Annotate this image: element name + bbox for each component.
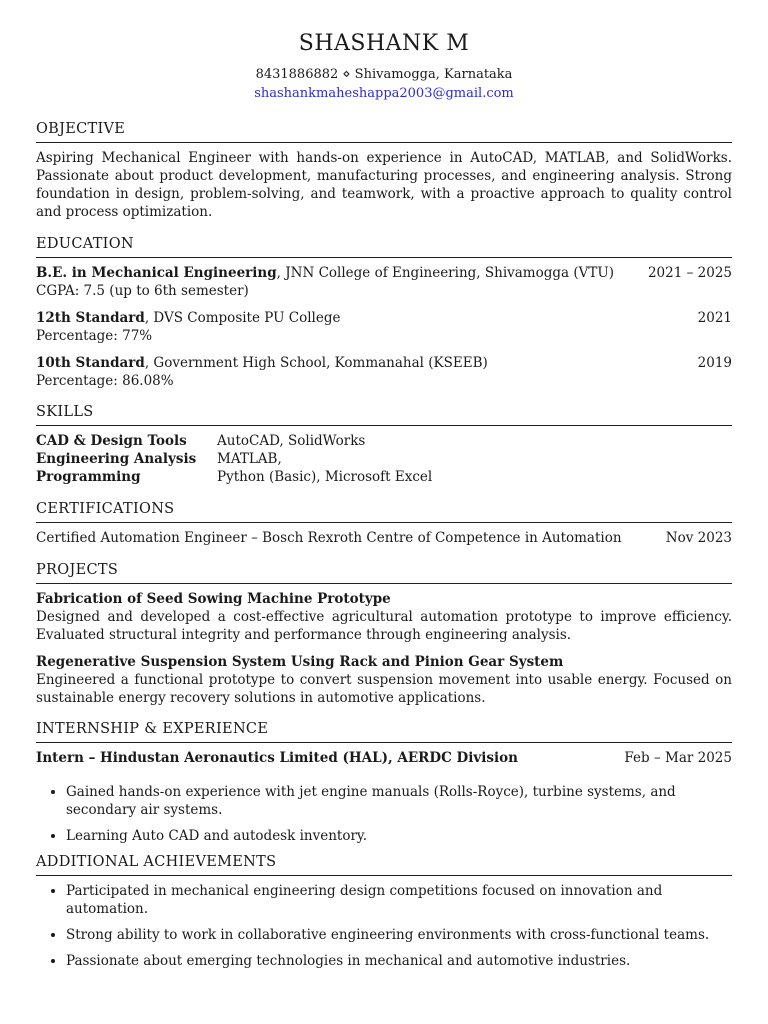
section-title: INTERNSHIP & EXPERIENCE [36, 720, 732, 743]
list-item: • Strong ability to work in collaborative engineering environments with cross-functional teams. [66, 926, 732, 944]
skill-items: Python (Basic), Microsoft Excel [217, 469, 433, 485]
experience-role: Intern – Hindustan Aeronautics Limited (HAL), AERDC Division [36, 750, 518, 766]
education-detail: Percentage: 86.08% [36, 373, 174, 389]
experience-section [36, 720, 732, 845]
skills-table [36, 432, 732, 486]
project-description: Engineered a functional prototype to convert suspension movement into usable energy. Focused on sustainable energy recovery solutions in automotive applications. [36, 672, 732, 706]
education-institution: , JNN College of Engineering, Shivamogga (VTU) [276, 265, 615, 281]
list-item: • Gained hands-on experience with jet engine manuals (Rolls-Royce), turbine systems, and secondary air systems. [66, 783, 732, 819]
project-title: Fabrication of Seed Sowing Machine Prototype [36, 591, 391, 607]
contact-line: 8431886882 ⋄ Shivamogga, Karnataka [255, 67, 513, 82]
education-degree: 12th Standard [36, 310, 145, 326]
skills-section [36, 403, 732, 486]
certification-name: Certified Automation Engineer – Bosch Rexroth Centre of Competence in Automation [36, 530, 622, 546]
section-title: PROJECTS [36, 561, 732, 584]
candidate-name: SHASHANK M [298, 31, 470, 56]
section-title: SKILLS [36, 403, 732, 426]
skill-category: Engineering Analysis [36, 451, 197, 467]
project-entry [36, 590, 732, 644]
education-institution: , DVS Composite PU College [144, 310, 341, 326]
certification-entry [36, 529, 732, 547]
education-detail: Percentage: 77% [36, 328, 153, 344]
education-entry [36, 354, 732, 390]
section-title: ADDITIONAL ACHIEVEMENTS [36, 853, 732, 876]
project-entry [36, 653, 732, 707]
skill-items: MATLAB, [217, 451, 282, 467]
achievements-bullets [36, 882, 732, 970]
project-title: Regenerative Suspension System Using Rack and Pinion Gear System [36, 654, 564, 670]
list-item: • Learning Auto CAD and autodesk inventory. [66, 827, 732, 845]
project-description: Designed and developed a cost-effective agricultural automation prototype to improve efficiency. Evaluated structural integrity and performance through engineering analysis. [36, 609, 732, 643]
education-degree: 10th Standard [36, 355, 145, 371]
list-item: • Participated in mechanical engineering design competitions focused on innovation and automation. [66, 882, 732, 918]
education-date: 2021 [697, 310, 732, 326]
education-entry [36, 264, 732, 300]
section-title: OBJECTIVE [36, 120, 732, 143]
resume-header [0, 0, 768, 104]
education-institution: , Government High School, Kommanahal (KSEEB) [144, 355, 488, 371]
skill-category: Programming [36, 469, 141, 485]
experience-date: Feb – Mar 2025 [624, 750, 732, 766]
projects-section [36, 561, 732, 707]
education-degree: B.E. in Mechanical Engineering [36, 265, 277, 281]
certifications-section [36, 500, 732, 547]
section-title: EDUCATION [36, 235, 732, 258]
education-date: 2019 [697, 355, 732, 371]
certification-date: Nov 2023 [665, 530, 732, 546]
experience-entry [36, 749, 732, 767]
objective-text: Aspiring Mechanical Engineer with hands-on experience in AutoCAD, MATLAB, and SolidWorks. Passionate about product development, manufacturing processes, and engineering analysis. Strong foundation in design, problem-solving, and teamwork, with a proactive approach to quality control and process optimization. [36, 150, 732, 220]
section-title: CERTIFICATIONS [36, 500, 732, 523]
skill-items: AutoCAD, SolidWorks [217, 433, 366, 449]
experience-bullets [36, 783, 732, 845]
achievements-section [36, 853, 732, 970]
objective-section [36, 120, 732, 221]
education-section [36, 235, 732, 390]
education-entry [36, 309, 732, 345]
education-detail: CGPA: 7.5 (up to 6th semester) [36, 283, 249, 299]
education-date: 2021 – 2025 [647, 265, 732, 281]
list-item: • Passionate about emerging technologies in mechanical and automotive industries. [66, 952, 732, 970]
email-link[interactable]: shashankmaheshappa2003@gmail.com [254, 86, 514, 101]
skill-category: CAD & Design Tools [36, 433, 187, 449]
resume-content [36, 120, 732, 978]
